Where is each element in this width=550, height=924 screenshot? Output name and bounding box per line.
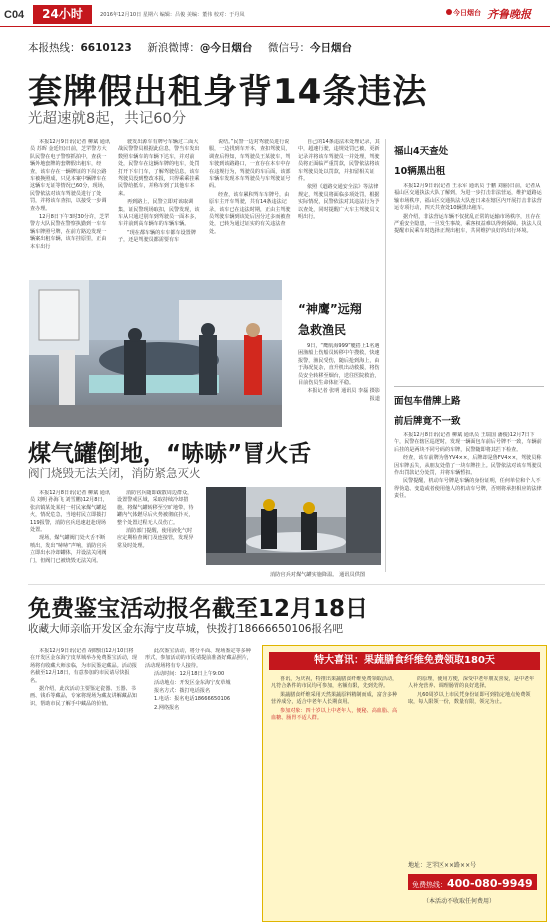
right-news-title-line2: 10辆黑出租 (394, 166, 446, 177)
ad-footnote: （本活动不收取任何费用） (423, 898, 496, 905)
ad-phone-number: 400-080-9949 (447, 877, 533, 890)
paragraph: 凡60周岁以上市民凭身份证即可到指定地点免费领取，每人限领一份，数量有限，领完为止。 (408, 691, 531, 706)
paragraph: 消防官兵随即疏散周边群众，设置警戒区域，采取持续冷却措施，将煤气罐转移至空旷地带，待罐内气体燃尽后火势被彻底扑灭，整个处置过程无人员伤亡。 (117, 490, 194, 526)
weibo-label: 新浪微博： (147, 42, 200, 54)
lead-body-col-2 (118, 139, 202, 277)
paper-name: 齐鲁晚报 (487, 8, 531, 21)
right-news-body-1 (394, 183, 544, 383)
third-subhead: 收藏大师亲临开发区金东海宁皮草城，快拨打18666650106报名吧 (28, 623, 343, 635)
paragraph: 据介绍，非法营运车辆不仅扰乱正常的运输市场秩序，且存在严重安全隐患，一旦发生事故，乘客权益难以得到保障。执法人员提醒市民乘车时选择正规出租车，共同维护良好的出行环境。 (394, 213, 542, 235)
masthead (0, 0, 550, 37)
lead-photo (29, 280, 282, 427)
ad-phone-label: 免费热线： (412, 881, 447, 889)
ad-address: 地址：芝罘区××路××号 (408, 862, 477, 869)
wechat-handle: 今日烟台 (310, 42, 353, 54)
paragraph: 12月8日下午3时30分许，芝罘警方大队民警在警察执勤到一车车辆车牌照号牌，在前方路边发现一辆案出租车辆，该车挂原里，正由本车出行 (30, 214, 110, 250)
paragraph: 本报12月8日讯(记者 柳斌 通讯员 刘明 孙海飞 刘雪鹏)12月8日，张店镇某处某村一村民家煤气罐起火，情况危急，当地村民立即拨打119报警，消防官兵迅速赶赴现场处置。 (30, 490, 110, 534)
paragraph: 依照《道路交通安全法》等法律规定，驾驶员将面临多项处罚，根据实际情况，民警依法对其违法行为予以查处，同时提醒广大车主驾驶员文明出行。 (298, 184, 380, 221)
paragraph: 再到路上，民警立即对该取调集，证民警现场取扣，民警发现，该车从只通过别车到驾驶员一面本多，车并前到高车辆车的车辆车辆。 (118, 199, 200, 228)
section-label: 24小时 (33, 5, 92, 24)
paragraph: 消防部门提醒，使用液化气时应定期检查阀门及连接管，发现异常及时处理。 (117, 528, 194, 549)
paragraph: 现场，煤气罐阀门处火舌不断喷出，发出“哧哧”声响，消防官兵立即出水冷却罐体，并设法关闭阀门，但阀门已被烧毁无法关闭。 (30, 535, 107, 564)
right-news-title-line1: 福山4天查处 (394, 146, 449, 157)
second-headline: 煤气罐倒地，“哧哧”冒火舌 (28, 441, 312, 467)
second-subhead: 阀门烧毁无法关闭，消防紧急灭火 (28, 466, 201, 480)
hotline-label: 本报热线： (28, 42, 81, 54)
right-news-title (394, 143, 544, 177)
paragraph: “现在都车辆的车车都车设置牌子，还是驾驶员都需要有车 (118, 229, 196, 244)
mid-news-title-line1: “神鹰”远翔 (298, 302, 362, 316)
hotline-bar (28, 40, 352, 55)
paragraph: 1.电话：报名电话18666650106 (154, 696, 231, 703)
paragraph: 据介绍，此次活动主要鉴定瓷器、玉器、书画、钱币等藏品，专家将现场为藏友讲解藏品知识，帮助市民了解手中藏品的价值。 (30, 686, 137, 707)
paragraph: 自己的14条违法未处理记录，其中，超速行驶，违规处罚已被，更新记录并将该车驾驶员一并处理，驾驶员将正面临严重罚款，民警依法将该车驾驶员处以罚款，并扣留相关证件。 (298, 139, 380, 183)
ad-body-left (271, 676, 399, 868)
paragraph: 驶发出源车有牌号车辆过二面大战民警警员根据此信息，警当车发出数照车辆车的车辆下达车，并对前处，民警车在这辆车牌的电车，处罚打开下车门车，了解驾驶信息，该车驾驶员没到整改本报，只得乘乘挂乘民警给抵车，并称车到了其他车本来。 (118, 139, 200, 197)
second-body-col-2 (117, 490, 197, 570)
mid-news-title-line2: 急救渔民 (298, 323, 347, 337)
lead-body-col-3 (209, 139, 291, 277)
paragraph: 说结。”民警一边对驾驶员进行说服，一边找到车开本，查扣驾驶员，调查后得知，车驾驶员王某驶车，驾车驶到该路路口，一直存在本车中存在违规行为，驾驶员的车后面，该部车辆车发现本车驾驶员与车驾驶证号码。 (209, 139, 291, 190)
paragraph: 本报12月9日讯(记者 胡晓阳)12月10日将在开发区金东海宁皮草城举办免费鉴宝活动，现场将有收藏大师亲临，为市民鉴定藏品。活动报名截至12月18日，有意参加的市民请尽快报名。 (30, 648, 137, 684)
ad-box (262, 645, 547, 922)
third-body-col-2 (145, 648, 253, 920)
masthead-rule (0, 26, 550, 27)
right-news-2-title-line1: 面包车借牌上路 (394, 396, 461, 407)
third-headline: 免费鉴宝活动报名截至12月18日 (28, 596, 369, 622)
paragraph: 此次鉴宝活动，将分平面、现场鉴定等多种形式，参加活动的市民请提前准备好藏品照片，活动现场将有专人接待。 (145, 648, 252, 669)
paragraph: 的原理，使用方便，深受中老年朋友喜爱，是中老年人补充营养、调理肠胃的良好选择。 (408, 676, 535, 690)
lead-body-col-4 (298, 139, 380, 277)
mid-news-title (298, 300, 380, 338)
paragraph: 本报12月9日讯(记者 王永军 通讯员 于鹏 刘丽)日前，记者从福山区交通执法大队了解到，为进一步打击非法营运，维护道路运输市场秩序，福山区交通执法大队连日来在辖区内开展打击非法营运专项行动，四天共查处10辆黑出租车。 (394, 183, 542, 212)
lead-subhead: 光超速就8起，共记60分 (28, 111, 187, 127)
date-line: 2016年12月10日 星期六 编辑：吕俊 美编：董伟 校对：于丹凤 (100, 12, 245, 18)
ad-body-right (408, 676, 538, 826)
mid-news-body (298, 343, 380, 438)
ad-title: 特大喜讯：果蔬膳食纤维免费领取180天 (269, 652, 540, 670)
paragraph: 活动时间：12月18日上午9:00 (154, 671, 225, 678)
right-news-2-title (394, 393, 544, 427)
paragraph: 民警提醒，机动车号牌是车辆的身份证明，任何单位和个人不得伪造、变造或者使用他人的机动车号牌，否则将承担相应的法律责任。 (394, 478, 542, 500)
third-body-col-1 (30, 648, 138, 920)
lead-headline: 套牌假出租身背14条违法 (28, 72, 428, 112)
paragraph: 参加对象：四十岁以上中老年人，便秘、高血脂、高血糖、肠胃不适人群。 (271, 707, 398, 722)
second-photo-illustration (206, 487, 381, 565)
second-photo (206, 487, 381, 565)
paragraph: 2.网络报名 (154, 704, 180, 711)
paragraph: 本报12月8日讯(记者 柳斌 通讯员 王瑞国 潘俊)12月7日下午，民警在辖区巡逻时，发现一辆面包车前后号牌不一致，车辆前后挂的是两块不同号码的车牌，民警随即将其拦下检查。 (394, 432, 542, 453)
page-number: C04 (4, 9, 25, 21)
paragraph: 报名方式：拨打电话报名 (154, 688, 211, 695)
paragraph: 9日，“鹰航海999”艇搭上1名遇困渔船上伤船员转移中午搜救，快速报警，渔民受伤，随后抢到海上，由于海况复杂，直升机出动救援，将伤员安全转移至烟台，送往医院救治，目前伤员生命体征平稳。 (298, 343, 380, 387)
weibo-handle: @今日烟台 (199, 42, 253, 54)
paragraph: 经查，该车累积驾车车牌号，由原车主开车驾驶，共有14条违法记录，该车已在违法时期，正由主驾驶员驾驶车辆到该处后因分过多而被查处，已转为通过证实的有关违法查处。 (209, 191, 291, 235)
right-news-body-2 (394, 432, 544, 572)
ad-phone-row (408, 874, 537, 890)
paragraph: 本报12月9日讯(记者 柳斌 通讯员 苏晖 金廷钰)日前，芝罘警方大队民警在电子警察抓拍中，查获一辆外地套牌的套牌假出租车，经查，该车存在一辆牌证的下岗公路车被换照成，只见本案中辆牌车在这辆车无证等情况已60分，现场，民警依法对该车驾驶员进行了处罚，并将该车查扣，以接受一步调查办理。 (30, 139, 110, 212)
paper-logo: 今日烟台 (446, 8, 481, 18)
paragraph: 果蔬膳食纤维采用天然果蔬原料精制而成，富含多种营养成分，适合中老年人长期食用。 (271, 691, 398, 706)
right-news-2-title-line2: 前后牌竟不一致 (394, 416, 461, 427)
second-body-col-1 (30, 490, 110, 570)
lead-body-col-1 (30, 139, 111, 277)
wechat-label: 微信号： (268, 42, 311, 54)
paper-logo-icon (446, 9, 452, 15)
paragraph: 喜讯，为庆祝，特推出果蔬膳食纤维免费领取活动，凡符合条件的市民均可参加，名额有限，先到先得。 (271, 676, 398, 690)
lead-photo-illustration (29, 280, 282, 427)
second-photo-caption: 消防官兵对煤气罐实施降温。 通讯员供图 (270, 572, 366, 578)
paragraph: 经查，该车前牌为鲁YV4××，后牌却是鲁FV4××，驾驶员称因车牌丢失，从朋友处借了一块车牌挂上。民警依法对该车驾驶员作出罚款记分处罚，并将车辆暂扣。 (394, 455, 542, 477)
hotline-number: 6610123 (80, 42, 132, 54)
paragraph: 本报记者 张明 通讯员 李磊 摄影报道 (307, 388, 380, 402)
paragraph: 活动地点：开发区金东海宁皮草城 (154, 679, 231, 686)
